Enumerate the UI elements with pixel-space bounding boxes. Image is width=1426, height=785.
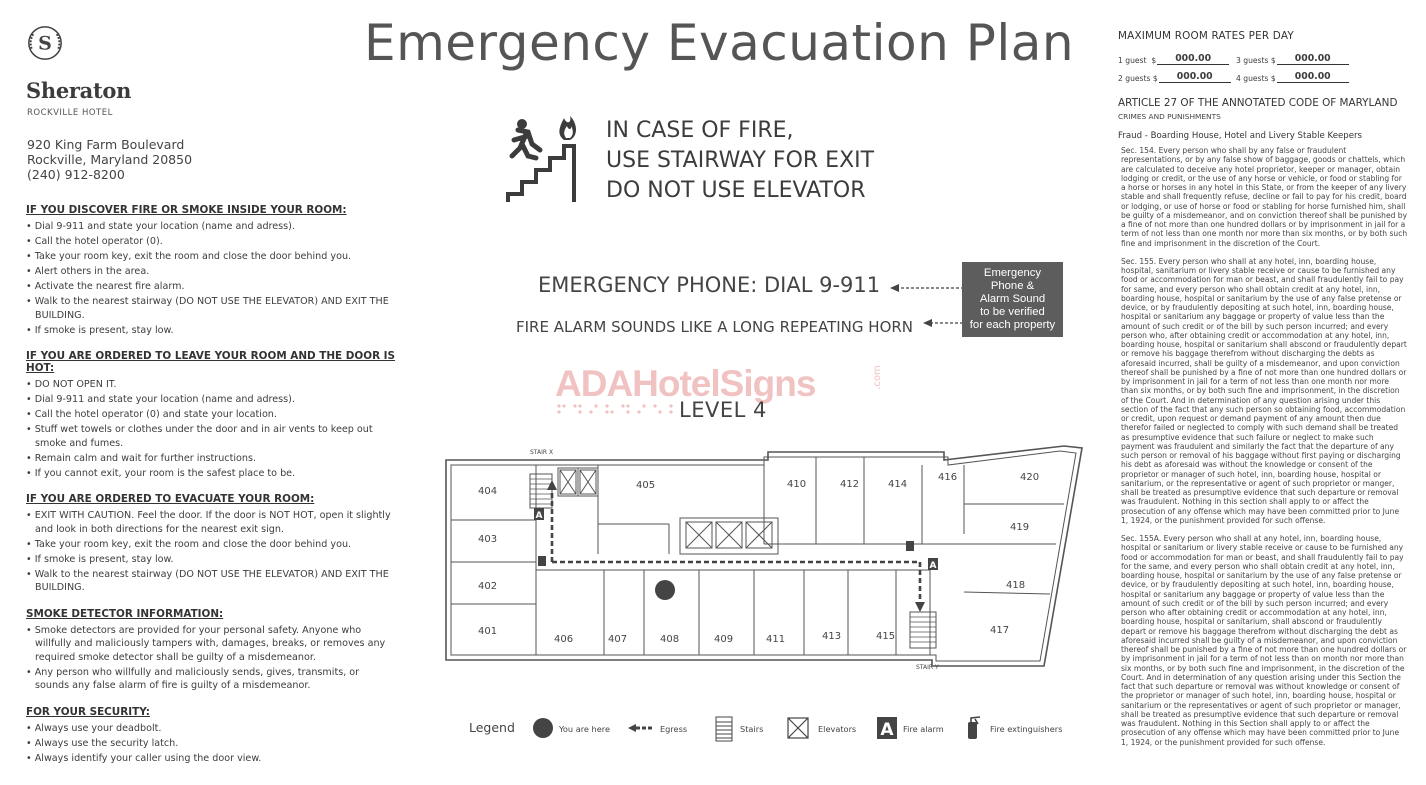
instruction-item: • Any person who willfully and maliciously sends, gives, transmits, or sounds any false alarm of fire is guilty of a misdemeanor. xyxy=(26,666,396,693)
currency-sign: $ xyxy=(1270,56,1276,65)
instruction-item: • Remain calm and wait for further instructions. xyxy=(26,452,396,466)
address-line: (240) 912-8200 xyxy=(27,167,125,182)
instruction-item: • Alert others in the area. xyxy=(26,265,396,279)
stairs-icon xyxy=(716,717,732,741)
rate-row xyxy=(1118,51,1236,65)
legend-stairs: Stairs xyxy=(740,724,764,734)
section-heading: IF YOU ARE ORDERED TO EVACUATE YOUR ROOM: xyxy=(26,493,315,505)
instruction-item: • Take your room key, exit the room and close the door behind you. xyxy=(26,538,396,552)
alarm-description: FIRE ALARM SOUNDS LIKE A LONG REPEATING HORN xyxy=(516,318,914,336)
sheraton-seal-logo xyxy=(26,24,64,62)
article-heading: ARTICLE 27 OF THE ANNOTATED CODE OF MARYLAND xyxy=(1118,97,1398,109)
address-line: Rockville, Maryland 20850 xyxy=(27,152,193,167)
room-409: 409 xyxy=(714,634,734,645)
instruction-item: • Always identify your caller using the door view. xyxy=(26,752,396,766)
instruction-item: • If smoke is present, stay low. xyxy=(26,324,396,338)
room-413: 413 xyxy=(822,631,842,642)
room-415: 415 xyxy=(876,631,896,642)
instruction-item: • If you cannot exit, your room is the safest place to be. xyxy=(26,467,396,481)
fire-alarm-icon xyxy=(877,717,897,740)
rates-heading: MAXIMUM ROOM RATES PER DAY xyxy=(1118,30,1294,42)
fire-stairs-icon xyxy=(506,114,590,202)
section-security xyxy=(26,706,396,766)
svg-text:A: A xyxy=(535,511,543,521)
page-title: Emergency Evacuation Plan xyxy=(364,14,1075,72)
room-417: 417 xyxy=(990,625,1010,636)
instruction-item: • EXIT WITH CAUTION. Feel the door. If the door is NOT HOT, open it slightly and look in both directions for the nearest exit sign. xyxy=(26,509,396,536)
verify-line: Phone & xyxy=(990,280,1035,292)
elevator-icon xyxy=(788,718,808,738)
room-403: 403 xyxy=(478,534,498,545)
rate-row xyxy=(1236,69,1354,83)
section-heading: IF YOU ARE ORDERED TO LEAVE YOUR ROOM AND THE DOOR IS HOT: xyxy=(26,350,396,374)
legal-section-155a: Sec. 155A. Every person who shall at any hotel, inn, boarding house, hospital or sanitarium or livery stable receive or cause to be furnished any food or accommodation for man or beast, and shall fraudulently fail to pay for the same, and every person who shall obtain credit at any hotel, inn, boarding house, hospital or sanitarium by the use of any false pretense or device, or by fraudulently depositing at such hotel, inn, boarding house, hospital or sanitarium any baggage or property of value less than the amount of such credit or of the bill by such person incurred; and every person who after obtaining credit or accommodation at any hotel, inn, boarding house, hospital or sanitarium, shall abscond or fraudulently depart or remove his baggage therefrom without discharging the debt as aforesaid incurred shall be guilty of a misdemeanor, and upon conviction thereof shall be punished by a fine of not more than one hundred dollars or by imprisonment in jail for a term of not less than on month nor more than six months, or by both such fine and imprisonment, in the discretion of the Court. And in determination of any question arising under this Section the fact that such departure or removal was without knowledge or consent of the proprietor or manager of such hotel, inn, boarding house, hospital or sanitarium or the representatives or agent of such proprietor or manager, shall be treated as presumptive evidence that such departure or removal was fraudulent. Nothing in this Section shall apply to or affect the prosecution of any offense which may have been committed prior to June 1, 1924, or the punishment provided for such offense. xyxy=(1121,534,1407,747)
svg-text:S: S xyxy=(38,32,52,55)
floor-plan xyxy=(444,444,1084,672)
rate-value: 000.00 xyxy=(1159,71,1231,83)
section-heading: FOR YOUR SECURITY: xyxy=(26,705,150,718)
room-412: 412 xyxy=(840,479,860,490)
pointer-arrows xyxy=(890,276,962,332)
rate-label: 3 guests xyxy=(1236,56,1269,65)
room-407: 407 xyxy=(608,634,628,645)
section-smoke-detector xyxy=(26,608,396,693)
legal-section-154: Sec. 154. Every person who shall by any false or fraudulent representations, or by any false show of baggage, goods or chattels, which are calculated to deceive any hotel proprietor, keeper or manager, obtain lodging or credit, or the use of any horse or vehicle, or food or stabling for a horse or horses in any hotel in this State, or from the keeper of any livery stable and shall frequently refuse, decline or fail to pay for his credit, board or lodging, or use of horse or food or stabling for horse furnished him, shall be guilty of a misdemeanor, and on conviction thereof shall be punished by a fine of not more than one hundred dollars or by imprisonment in jail for a term of not less than one month nor more than six months, or by both such fine and imprisonment in the discretion of the Court. xyxy=(1121,146,1408,248)
verify-line: Emergency xyxy=(983,267,1042,279)
room-418: 418 xyxy=(1006,580,1026,591)
instruction-item: • Call the hotel operator (0) and state your location. xyxy=(26,408,396,422)
room-405: 405 xyxy=(636,480,656,491)
rate-value: 000.00 xyxy=(1157,53,1229,65)
room-420: 420 xyxy=(1020,472,1040,483)
fire-notice-line: DO NOT USE ELEVATOR xyxy=(606,178,866,203)
currency-sign: $ xyxy=(1152,74,1158,83)
legend-egress: Egress xyxy=(660,724,688,734)
section-heading: IF YOU DISCOVER FIRE OR SMOKE INSIDE YOUR ROOM: xyxy=(26,204,347,216)
room-414: 414 xyxy=(888,479,908,490)
brand-name: Sheraton xyxy=(26,78,132,103)
section-door-hot xyxy=(26,350,396,480)
currency-sign: $ xyxy=(1270,74,1276,83)
instruction-item: • If smoke is present, stay low. xyxy=(26,553,396,567)
fire-notice-line: USE STAIRWAY FOR EXIT xyxy=(606,148,875,173)
article-subheading: CRIMES AND PUNISHMENTS xyxy=(1118,112,1221,121)
instruction-item: • Always use your deadbolt. xyxy=(26,722,396,736)
verify-line: for each property xyxy=(969,319,1056,331)
emergency-phone: EMERGENCY PHONE: DIAL 9-911 xyxy=(538,273,881,297)
legal-section-155: Sec. 155. Every person who shall at any hotel, inn, boarding house, hospital, sanitarium or livery stable receive or cause to be furnished any food or accommodation for man or beast, and shall fraudulently fail to pay for same, and every person who shall obtain credit at any hotel, inn, boarding house, hospital or sanitarium by the use of any false pretense or device, or by fraudulently depositing at such hotel, inn, boarding house, hospital or sanitarium any baggage or property of value less than the amount of such credit or of the bill by such person incurred; and every person who, after obtaining credit or accommodation at any hotel, inn, boarding house, hospital or sanitarium shall abscond or fraudulently depart or remove his baggage therefrom without discharging the debts as aforesaid incurred, shall be guilty of a misdemeanor, and upon conviction thereof shall be punished by a fine of not more than one hundred dollars or by imprisonment in jail for a term of not less than one month nor more than six months, or by both such fine and imprisonment, in the discretion of the Court. And in determination of any question arising under this section of the fact that any such person so obtaining food, accommodation or credit, upon request or demand payment of any amount then due therefor failed or neglected to comply with such demand shall be treated as presumptive evidence that such failure or neglect to make such payment was fraudulent and similarly the fact that the departure of any such person or removal of his baggage without first paying or discharging his debt as aforesaid was without the knowledge or consent of the proprietor or manager of such hotel, inn, boarding house, hospital or sanitarium, or the representative or agent of such proprietor or manger, shall be treated as presumptive evidence that such departure or removal was fraudulent. Nothing in this section shall apply to or affect the prosecution of any offense which may have been committed prior to June 1, 1924, or the punishment provided for such offense. xyxy=(1121,256,1407,525)
rate-row xyxy=(1118,69,1236,83)
egress-arrow-icon xyxy=(628,724,636,732)
fraud-heading: Fraud - Boarding House, Hotel and Livery Stable Keepers xyxy=(1118,131,1363,141)
room-419: 419 xyxy=(1010,522,1030,533)
fire-extinguisher-icon xyxy=(968,717,980,739)
room-402: 402 xyxy=(478,581,498,592)
verify-line: Alarm Sound xyxy=(979,293,1046,305)
instruction-item: • Always use the security latch. xyxy=(26,737,396,751)
rate-row xyxy=(1236,51,1354,65)
legend-fire-alarm: Fire alarm xyxy=(903,724,944,734)
legend-fire-extinguishers: Fire extinguishers xyxy=(990,724,1063,734)
fire-notice-line: IN CASE OF FIRE, xyxy=(606,118,794,143)
section-evacuate xyxy=(26,493,396,595)
rate-label: 1 guest xyxy=(1118,56,1147,65)
room-401: 401 xyxy=(478,626,498,637)
room-411: 411 xyxy=(766,634,786,645)
legal-column xyxy=(1118,30,1408,756)
instruction-item: • Dial 9-911 and state your location (name and adress). xyxy=(26,393,396,407)
instruction-item: • Walk to the nearest stairway (DO NOT USE THE ELEVATOR) AND EXIT THE BUILDING. xyxy=(26,295,396,322)
stair-x-label: STAIR X xyxy=(530,449,554,456)
you-are-here-icon xyxy=(533,718,553,738)
rate-value: 000.00 xyxy=(1277,71,1349,83)
room-408: 408 xyxy=(660,634,680,645)
rate-value: 000.00 xyxy=(1277,53,1349,65)
instruction-item: • Take your room key, exit the room and close the door behind you. xyxy=(26,250,396,264)
verify-notice-box xyxy=(962,262,1063,337)
instruction-item: • Dial 9-911 and state your location (name and adress). xyxy=(26,220,396,234)
svg-text:A: A xyxy=(929,561,937,571)
currency-sign: $ xyxy=(1151,56,1157,65)
instruction-item: • Activate the nearest fire alarm. xyxy=(26,280,396,294)
room-406: 406 xyxy=(554,634,574,645)
legend xyxy=(468,714,1088,744)
section-discover-fire xyxy=(26,204,396,337)
watermark: ADAHotelSigns xyxy=(555,363,816,404)
rate-label: 4 guests xyxy=(1236,74,1269,83)
legend-you-are-here: You are here xyxy=(559,724,611,734)
instruction-item: • Stuff wet towels or clothes under the door and in air vents to keep out smoke and fumes. xyxy=(26,423,396,450)
rates-grid xyxy=(1118,51,1408,83)
instruction-item: • DO NOT OPEN IT. xyxy=(26,378,396,392)
svg-text:A: A xyxy=(880,720,894,740)
address-line: 920 King Farm Boulevard xyxy=(27,137,185,152)
brand-subtitle: ROCKVILLE HOTEL xyxy=(27,108,113,118)
instruction-item: • Smoke detectors are provided for your personal safety. Anyone who willfully and maliciously tampers with, damages, breaks, or removes any required smoke detector shall be guilty of a misdemeanor. xyxy=(26,624,396,665)
hotel-address xyxy=(27,137,192,182)
braille-watermark xyxy=(555,402,675,416)
watermark-suffix: .com xyxy=(871,365,883,390)
legend-elevators: Elevators xyxy=(818,724,857,734)
room-404: 404 xyxy=(478,486,498,497)
instruction-item: • Call the hotel operator (0). xyxy=(26,235,396,249)
instruction-item: • Walk to the nearest stairway (DO NOT USE THE ELEVATOR) AND EXIT THE BUILDING. xyxy=(26,568,396,595)
section-heading: SMOKE DETECTOR INFORMATION: xyxy=(26,607,224,620)
fire-notice xyxy=(606,116,874,206)
stair-y-label: STAIR Y xyxy=(916,664,939,671)
room-410: 410 xyxy=(787,479,807,490)
room-416: 416 xyxy=(938,472,958,483)
verify-line: to be verified xyxy=(980,306,1045,318)
rate-label: 2 guests xyxy=(1118,74,1151,83)
legend-title: Legend xyxy=(469,720,515,735)
instructions-column xyxy=(26,204,396,778)
floor-level: LEVEL 4 xyxy=(679,398,767,422)
